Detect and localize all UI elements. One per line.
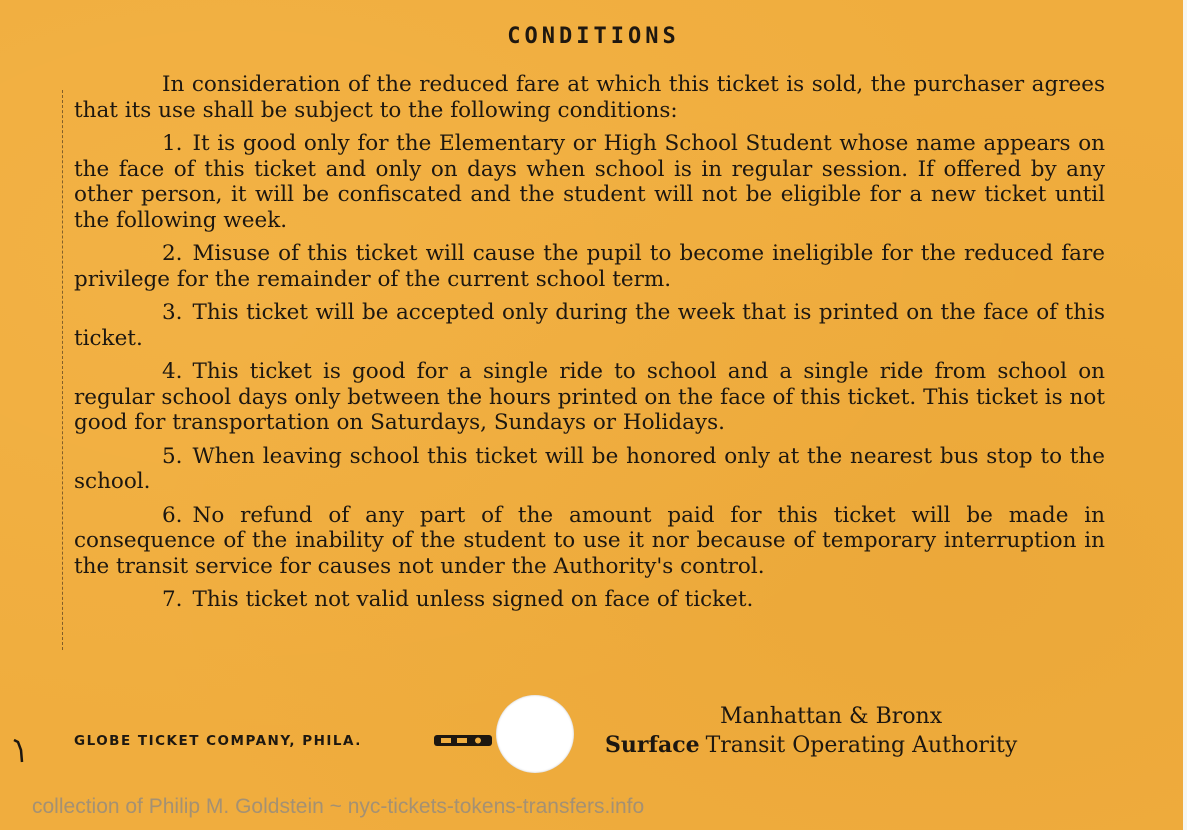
- authority-name: Transit Operating Authority: [705, 733, 1018, 758]
- condition-number: 3.: [162, 300, 183, 325]
- condition-item: [74, 503, 1105, 580]
- condition-item: [74, 587, 1105, 613]
- condition-text: This ticket not valid unless signed on face of ticket.: [192, 587, 754, 612]
- authority-surface: Surface: [605, 732, 700, 758]
- condition-number: 5.: [162, 443, 183, 469]
- condition-text: Misuse of this ticket will cause the pupil to become ineligible for the reduced fare privilege for the remainder of the current school term.: [74, 241, 1105, 292]
- condition-number: 1.: [162, 131, 183, 156]
- condition-text: This ticket will be accepted only during the week that is printed on the face of this ticket.: [74, 300, 1105, 351]
- collection-watermark: collection of Philip M. Goldstein ~ nyc-tickets-tokens-transfers.info: [32, 795, 645, 818]
- intro-paragraph: In consideration of the reduced fare at which this ticket is sold, the purchaser agrees that its use shall be subject to the following conditions:: [74, 72, 1105, 123]
- printer-logo-icon: [433, 733, 493, 748]
- conditions-text: [74, 72, 1105, 623]
- authority-line-2: [605, 731, 1115, 760]
- conditions-heading: CONDITIONS: [507, 24, 680, 49]
- condition-text: This ticket is good for a single ride to school and a single ride from school on regular school days only between the hours printed on the face of this ticket. This ticket is not good for transportation on Saturdays, Sundays or Holidays.: [74, 359, 1105, 435]
- condition-item: [74, 241, 1105, 292]
- condition-number: 7.: [162, 587, 183, 612]
- condition-text: It is good only for the Elementary or High School Student whose name appears on the face of this ticket and only on days when school is in regular session. If offered by any other person, it will be confiscated and the student will not be eligible for a new ticket until the following week.: [74, 131, 1105, 233]
- printer-imprint: GLOBE TICKET COMPANY, PHILA.: [74, 733, 362, 749]
- authority-line-1: Manhattan & Bronx: [720, 704, 943, 729]
- condition-item: [74, 131, 1105, 233]
- condition-item: [74, 444, 1105, 495]
- card-edge: [1183, 0, 1187, 830]
- condition-number: 4.: [162, 359, 183, 384]
- condition-number: 6.: [162, 502, 183, 528]
- punch-hole: [496, 695, 574, 773]
- condition-text: No refund of any part of the amount paid for this ticket will be made in consequence of the inability of the student to use it nor because of temporary interruption in the transit service for causes not under the Authority's control.: [74, 502, 1105, 579]
- condition-number: 2.: [162, 241, 183, 266]
- perforation-line: [62, 90, 64, 650]
- condition-item: [74, 300, 1105, 351]
- authority-signature: [605, 703, 1115, 760]
- condition-item: [74, 359, 1105, 436]
- condition-text: When leaving school this ticket will be honored only at the nearest bus stop to the school.: [74, 443, 1105, 494]
- ink-mark-icon: [12, 738, 24, 764]
